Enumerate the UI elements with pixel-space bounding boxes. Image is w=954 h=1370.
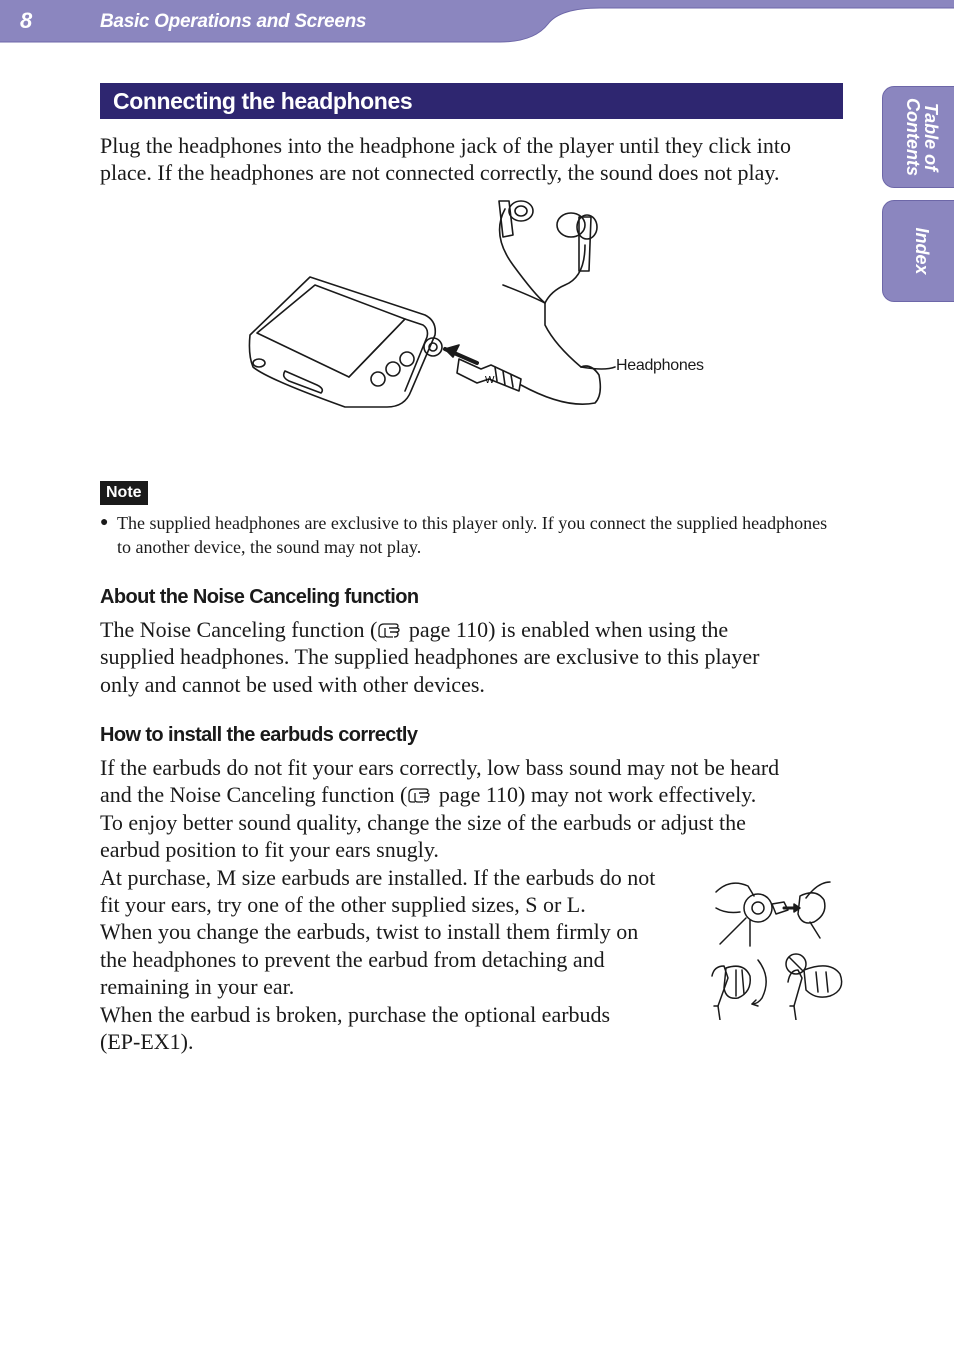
intro-line-1: Plug the headphones into the headphone jack of the player until they click into xyxy=(100,133,791,158)
earbuds-line-8: the headphones to prevent the earbud from detaching and xyxy=(100,946,605,972)
earbuds-line-11: (EP-EX1). xyxy=(100,1029,194,1055)
noise-canceling-heading: About the Noise Canceling function xyxy=(100,586,419,608)
noise-canceling-line-1-start: The Noise Canceling function ( xyxy=(100,617,378,642)
noise-canceling-line-2: supplied headphones. The supplied headphones are exclusive to this player xyxy=(100,644,760,670)
earbuds-line-2-start: and the Noise Canceling function ( xyxy=(100,782,408,808)
earbuds-line-10: When the earbud is broken, purchase the optional earbuds xyxy=(100,1001,611,1027)
earbuds-line-2 xyxy=(100,781,840,808)
earbuds-heading: How to install the earbuds correctly xyxy=(100,724,418,746)
earbuds-line-1: If the earbuds do not fit your ears correctly, low bass sound may not be heard xyxy=(100,755,780,780)
earbud-install-illustration xyxy=(706,874,846,1020)
earbuds-line-7: When you change the earbuds, twist to install them firmly on xyxy=(100,919,639,945)
table-of-contents-tab[interactable] xyxy=(882,86,954,188)
page-number: 8 xyxy=(20,8,33,33)
section-heading: Connecting the headphones xyxy=(100,83,843,119)
index-tab-label: Index xyxy=(912,227,932,275)
note-text: The supplied headphones are exclusive to this player only. If you connect the supplied headphones to another device, the sound may not play. xyxy=(117,513,828,557)
page-reference-icon[interactable] xyxy=(377,620,403,640)
bullet-icon: ● xyxy=(100,515,109,530)
intro-paragraph xyxy=(100,132,850,187)
note-badge: Note xyxy=(100,481,148,505)
player-screen xyxy=(257,285,405,377)
player-headphones-illustration xyxy=(245,195,625,415)
headphones-callout-label: Headphones xyxy=(616,357,704,374)
note-item xyxy=(100,511,840,559)
plug-logo: W xyxy=(485,375,495,386)
noise-canceling-line-3: only and cannot be used with other devices. xyxy=(100,671,485,697)
earbuds-line-4: earbud position to fit your ears snugly. xyxy=(100,837,439,863)
earbuds-line-6: fit your ears, try one of the other supplied sizes, S or L. xyxy=(100,892,586,918)
noise-canceling-paragraph xyxy=(100,616,840,698)
index-tab[interactable] xyxy=(882,200,954,302)
earbuds-line-5: At purchase, M size earbuds are installed. If the earbuds do not xyxy=(100,864,656,890)
noise-canceling-line-1-end: page 110) is enabled when using the xyxy=(403,617,729,642)
earbuds-line-9: remaining in your ear. xyxy=(100,974,295,1000)
page-reference-icon[interactable] xyxy=(407,785,433,805)
earbuds-line-3: To enjoy better sound quality, change the size of the earbuds or adjust the xyxy=(100,809,746,835)
intro-line-2: place. If the headphones are not connected correctly, the sound does not play. xyxy=(100,160,780,186)
header-section-title: Basic Operations and Screens xyxy=(100,11,367,32)
noise-canceling-line-1 xyxy=(100,616,840,643)
toc-tab-label: Table of Contents xyxy=(903,98,941,176)
earbuds-line-2-end: page 110) may not work effectively. xyxy=(433,782,757,808)
